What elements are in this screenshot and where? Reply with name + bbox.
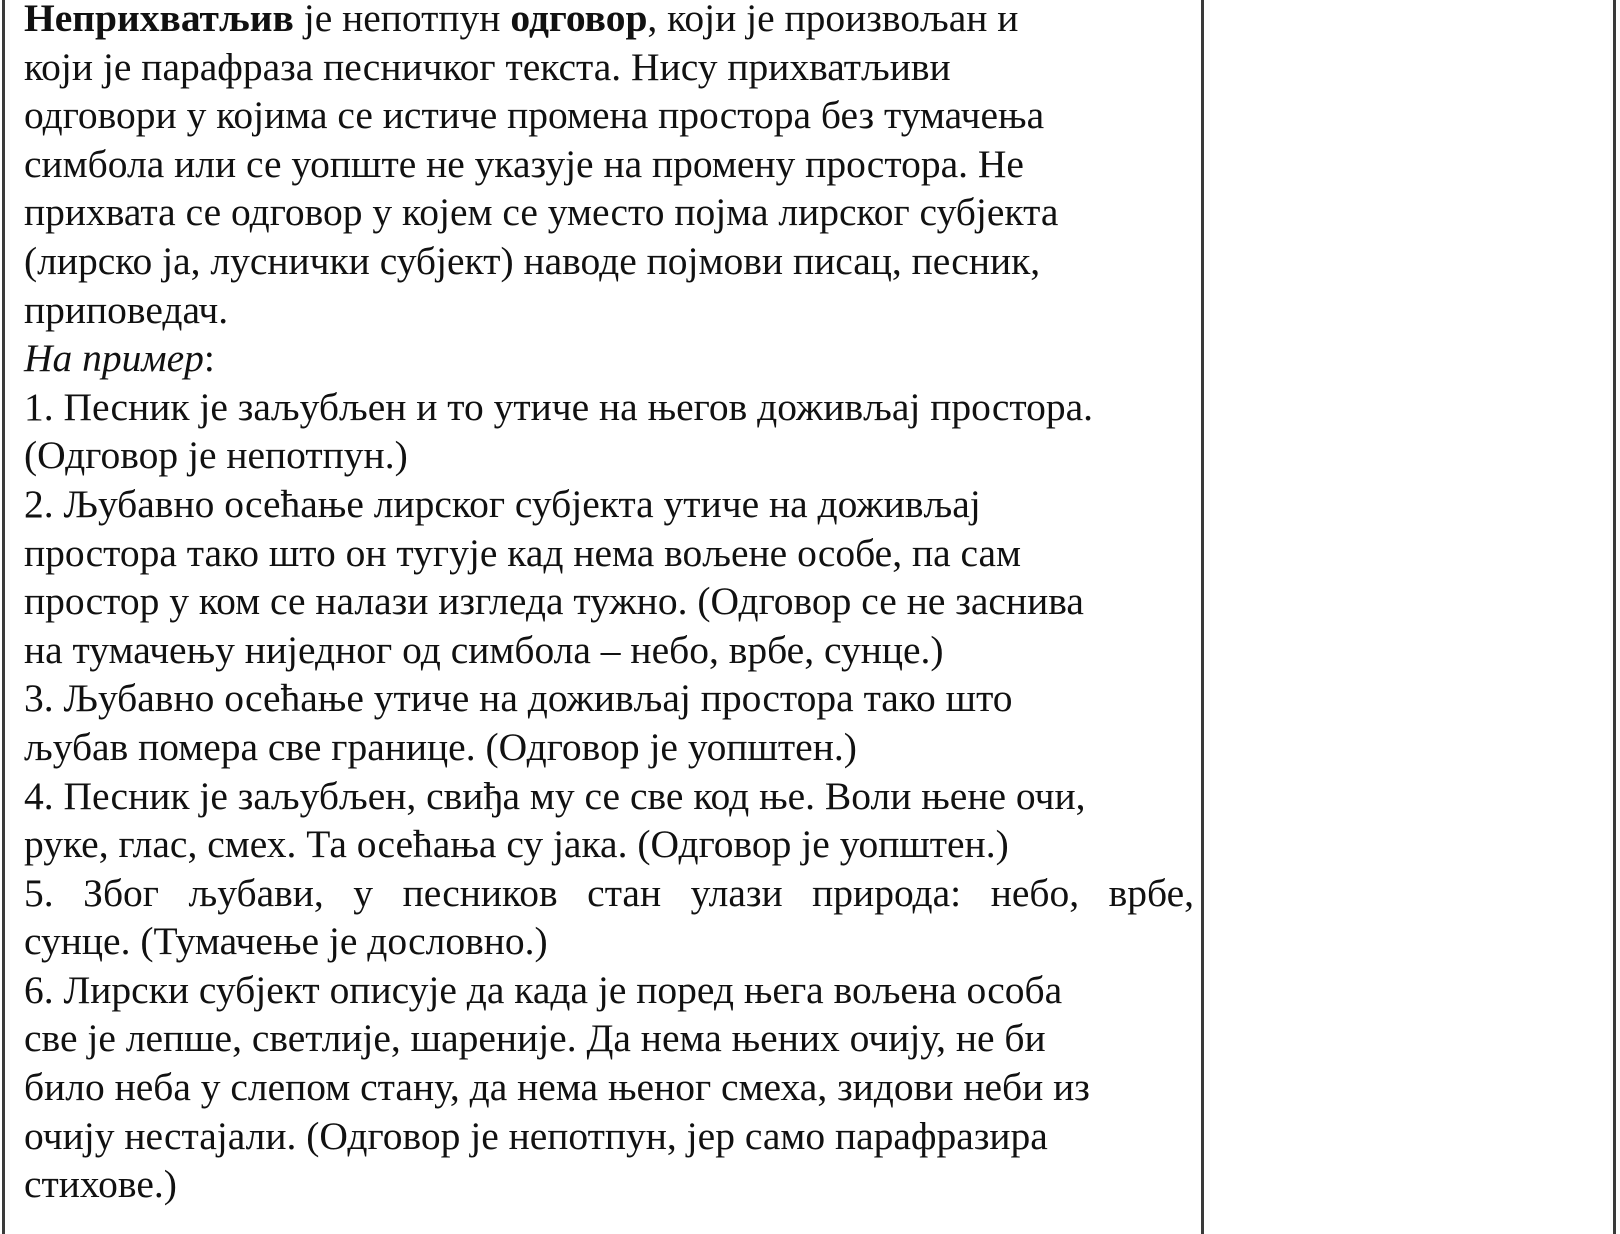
example-1-line: (Одговор је непотпун.)	[24, 433, 408, 478]
paragraph-line-1	[24, 0, 1194, 43]
example-6-line: 6. Лирски субјект описује да када је поред њега вољена особа	[24, 967, 1063, 1012]
paragraph-line: који је парафраза песничког текста. Нису прихватљиви	[24, 44, 951, 89]
example-6-line: стихове.)	[24, 1162, 177, 1207]
example-2-line: 2. Љубавно осећање лирског субјекта утиче на доживљај	[24, 481, 981, 526]
bold-term-answer: одговор	[510, 0, 648, 40]
example-6-line: очију нестајали. (Одговор је непотпун, јер само парафразира	[24, 1113, 1048, 1158]
example-4-line: руке, глас, смех. Та осећања су јака. (Одговор је уопштен.)	[24, 822, 1009, 867]
paragraph-line: одговори у којима се истиче промена простора без тумачења	[24, 93, 1045, 138]
document-table	[2, 0, 1616, 1234]
table-cell-text	[5, 0, 1204, 1234]
example-heading	[24, 334, 1194, 383]
paragraph-line: прихвата се одговор у којем се уместо појма лирског субјекта	[24, 190, 1059, 235]
paragraph-line: симбола или се уопште не указује на промену простора. Не	[24, 141, 1024, 186]
example-6-line: све је лепше, светлије, шареније. Да нема њених очију, не би	[24, 1016, 1046, 1061]
bold-term-unacceptable: Неприхватљив	[24, 0, 294, 40]
example-1-line: 1. Песник је заљубљен и то утиче на његов доживљај простора.	[24, 384, 1094, 429]
example-4-line: 4. Песник је заљубљен, свиђа му се све код ње. Воли њене очи,	[24, 773, 1086, 818]
example-3-line: 3. Љубавно осећање утиче на доживљај простора тако што	[24, 676, 1013, 721]
table-cell-empty	[1204, 0, 1613, 1234]
example-2-line: простора тако што он тугује кад нема вољене особе, па сам	[24, 530, 1022, 575]
example-heading-colon: :	[203, 336, 215, 381]
example-6-line: било неба у слепом стану, да нема њеног смеха, зидови неби из	[24, 1065, 1090, 1110]
paragraph-text: је непотпун	[293, 0, 511, 40]
example-2-line: на тумачењу ниједног од симбола – небо, врбе, сунце.)	[24, 627, 944, 672]
example-5-line: 5. Због љубави, у песников стан улази природа: небо, врбе,	[24, 870, 1194, 915]
paragraph-line: (лирско ја, луснички субјект) наводе појмови писац, песник,	[24, 238, 1041, 283]
example-2-line: простор у ком се налази изгледа тужно. (Одговор се не заснива	[24, 579, 1084, 624]
document-text	[24, 0, 1194, 1209]
example-3-line: љубав помера све границе. (Одговор је уопштен.)	[24, 724, 857, 769]
paragraph-line: приповедач.	[24, 287, 229, 332]
paragraph-text: , који је произвољан и	[647, 0, 1019, 40]
example-heading-label: На пример	[24, 336, 204, 381]
example-5-line: сунце. (Тумачење је дословно.)	[24, 919, 548, 964]
